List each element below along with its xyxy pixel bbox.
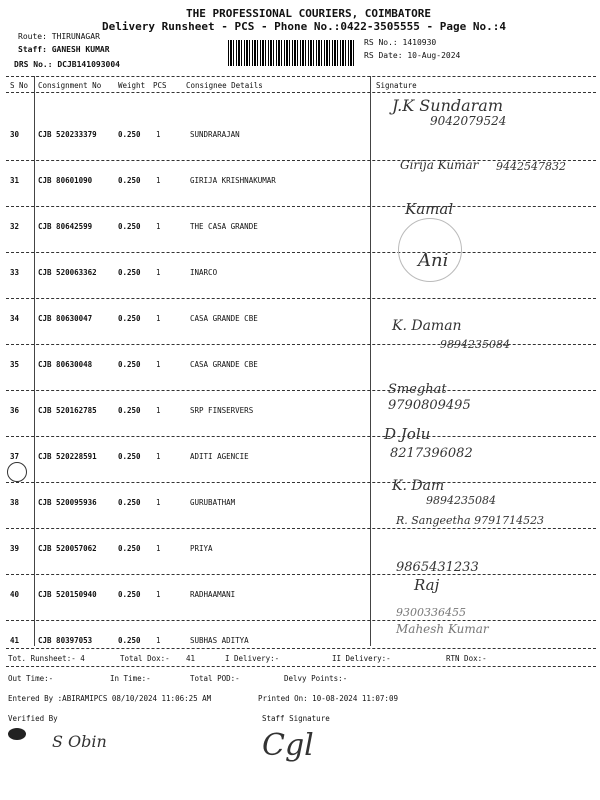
signature-scribble: Raj [414, 576, 440, 594]
row-consignee: THE CASA GRANDE [190, 222, 258, 231]
signature-phone: 9790809495 [388, 398, 471, 413]
row-sno: 35 [10, 360, 20, 369]
row-consignment-no: CJB 80630047 [38, 314, 93, 323]
row-consignee: SRP FINSERVERS [190, 406, 254, 415]
verified-by: Verified By [8, 714, 58, 723]
rs-number: RS No.: 1410930 [364, 38, 437, 47]
out-time: Out Time:- [8, 674, 54, 683]
row-pcs: 1 [156, 544, 161, 553]
col-pcs: PCS [153, 81, 167, 90]
row-sno: 37 [10, 452, 20, 461]
row-weight: 0.250 [118, 222, 141, 231]
ii-delivery: II Delivery:- [332, 654, 391, 663]
row-consignment-no: CJB 80601090 [38, 176, 93, 185]
row-consignment-no: CJB 80397053 [38, 636, 93, 645]
total-dox-label: Total Dox:- [120, 654, 170, 663]
staff-label: Staff: GANESH KUMAR [18, 45, 110, 54]
row-weight: 0.250 [118, 544, 141, 553]
row-consignment-no: CJB 520057062 [38, 544, 97, 553]
row-consignee: CASA GRANDE CBE [190, 360, 258, 369]
row-consignee: RADHAAMANI [190, 590, 236, 599]
rs-date: RS Date: 10-Aug-2024 [364, 51, 461, 60]
col-consignee: Consignee Details [186, 81, 263, 90]
col-sno: S No [10, 81, 29, 90]
signature-phone: 9894235084 [426, 494, 496, 507]
row-divider [6, 436, 596, 437]
row-weight: 0.250 [118, 268, 141, 277]
company-name: THE PROFESSIONAL COURIERS, COIMBATORE [186, 7, 432, 20]
barcode [228, 40, 356, 66]
table-row [0, 222, 600, 242]
row-divider [6, 482, 596, 483]
row-divider [6, 620, 596, 621]
row-pcs: 1 [156, 222, 161, 231]
divider [6, 648, 596, 649]
row-sno: 30 [10, 130, 20, 139]
row-sno: 33 [10, 268, 20, 277]
row-consignee: PRIYA [190, 544, 213, 553]
table-row [0, 406, 600, 426]
table-row [0, 360, 600, 380]
row-sno: 32 [10, 222, 20, 231]
route-label: Route: THIRUNAGAR [18, 32, 100, 41]
row-pcs: 1 [156, 590, 161, 599]
total-pod: Total POD:- [190, 674, 240, 683]
signature-scribble: Mahesh Kumar [396, 622, 489, 636]
row-sno: 34 [10, 314, 20, 323]
row-divider [6, 574, 596, 575]
row-sno: 41 [10, 636, 20, 645]
total-dox-value: 41 [186, 654, 196, 663]
table-row [0, 544, 600, 564]
row-weight: 0.250 [118, 360, 141, 369]
printed-on: Printed On: 10-08-2024 11:07:09 [258, 694, 398, 703]
signature-phone: 9442547832 [496, 160, 566, 173]
table-row [0, 130, 600, 150]
row-divider [6, 528, 596, 529]
row-pcs: 1 [156, 452, 161, 461]
divider [6, 92, 596, 93]
row-consignment-no: CJB 80630048 [38, 360, 93, 369]
signature-scribble: D Jolu [384, 425, 431, 443]
row-consignee: ADITI AGENCIE [190, 452, 249, 461]
row-sno: 40 [10, 590, 20, 599]
row-consignee: SUNDRARAJAN [190, 130, 240, 139]
row-pcs: 1 [156, 498, 161, 507]
signature-phone: R. Sangeetha 9791714523 [396, 514, 545, 527]
row-sno: 36 [10, 406, 20, 415]
row-pcs: 1 [156, 636, 161, 645]
row-divider [6, 390, 596, 391]
row-pcs: 1 [156, 176, 161, 185]
row-pcs: 1 [156, 406, 161, 415]
signature-phone: 9300336455 [396, 606, 466, 619]
row-pcs: 1 [156, 268, 161, 277]
staff-signature-scribble: Cgl [262, 728, 314, 763]
table-row [0, 268, 600, 288]
row-divider [6, 666, 596, 667]
row-weight: 0.250 [118, 590, 141, 599]
signature-scribble: K. Daman [392, 318, 462, 334]
ink-blot [8, 728, 26, 740]
row-pcs: 1 [156, 130, 161, 139]
signature-phone: 9042079524 [430, 114, 507, 128]
col-consignment: Consignment No [38, 81, 102, 90]
signature-scribble: J.K Sundaram [392, 96, 504, 115]
row-sno: 31 [10, 176, 20, 185]
verifier-signature: S Obin [52, 732, 107, 751]
row-pcs: 1 [156, 314, 161, 323]
table-row [0, 176, 600, 196]
row-consignment-no: CJB 520228591 [38, 452, 97, 461]
i-delivery: I Delivery:- [225, 654, 280, 663]
divider [6, 76, 596, 77]
row-consignment-no: CJB 520150940 [38, 590, 97, 599]
runsheet-title: Delivery Runsheet - PCS - Phone No.:0422-3505555 - Page No.:4 [102, 20, 506, 33]
row-sno: 39 [10, 544, 20, 553]
signature-phone: 8217396082 [390, 446, 473, 461]
signature-scribble: Smeghat [388, 382, 447, 397]
row-pcs: 1 [156, 360, 161, 369]
row-consignee: SUBHAS ADITYA [190, 636, 249, 645]
row-divider [6, 206, 596, 207]
table-row [0, 452, 600, 472]
row-consignee: CASA GRANDE CBE [190, 314, 258, 323]
rtn-dox: RTN Dox:- [446, 654, 487, 663]
entered-by: Entered By :ABIRAMIPCS 08/10/2024 11:06:25 AM [8, 694, 212, 703]
row-consignment-no: CJB 520162785 [38, 406, 97, 415]
signature-scribble: Girija Kumar [400, 158, 479, 172]
signature-phone: 9865431233 [396, 560, 479, 575]
row-consignment-no: CJB 520233379 [38, 130, 97, 139]
row-weight: 0.250 [118, 636, 141, 645]
signature-phone: 9894235084 [440, 338, 510, 351]
staff-signature: Staff Signature [262, 714, 330, 723]
row-weight: 0.250 [118, 498, 141, 507]
row-weight: 0.250 [118, 314, 141, 323]
row-weight: 0.250 [118, 130, 141, 139]
row-divider [6, 252, 596, 253]
row-consignee: INARCO [190, 268, 218, 277]
table-row [0, 590, 600, 610]
row-sno: 38 [10, 498, 20, 507]
row-weight: 0.250 [118, 176, 141, 185]
in-time: In Time:- [110, 674, 151, 683]
row-weight: 0.250 [118, 452, 141, 461]
delvy-points: Delvy Points:- [284, 674, 348, 683]
row-weight: 0.250 [118, 406, 141, 415]
circle-mark [7, 462, 27, 482]
col-signature: Signature [376, 81, 417, 90]
table-row [0, 314, 600, 334]
drs-number: DRS No.: DCJB141093004 [14, 60, 120, 69]
row-consignment-no: CJB 520063362 [38, 268, 97, 277]
row-consignment-no: CJB 80642599 [38, 222, 93, 231]
row-consignment-no: CJB 520095936 [38, 498, 97, 507]
row-divider [6, 298, 596, 299]
row-consignee: GIRIJA KRISHNAKUMAR [190, 176, 276, 185]
signature-scribble: Ani [418, 250, 449, 271]
row-consignee: GURUBATHAM [190, 498, 236, 507]
col-weight: Weight [118, 81, 146, 90]
table-row [0, 636, 600, 656]
signature-scribble: K. Dam [392, 478, 445, 494]
signature-scribble: Kamal [405, 200, 454, 218]
company-stamp [398, 218, 462, 282]
tot-runsheet: Tot. Runsheet:- 4 [8, 654, 85, 663]
